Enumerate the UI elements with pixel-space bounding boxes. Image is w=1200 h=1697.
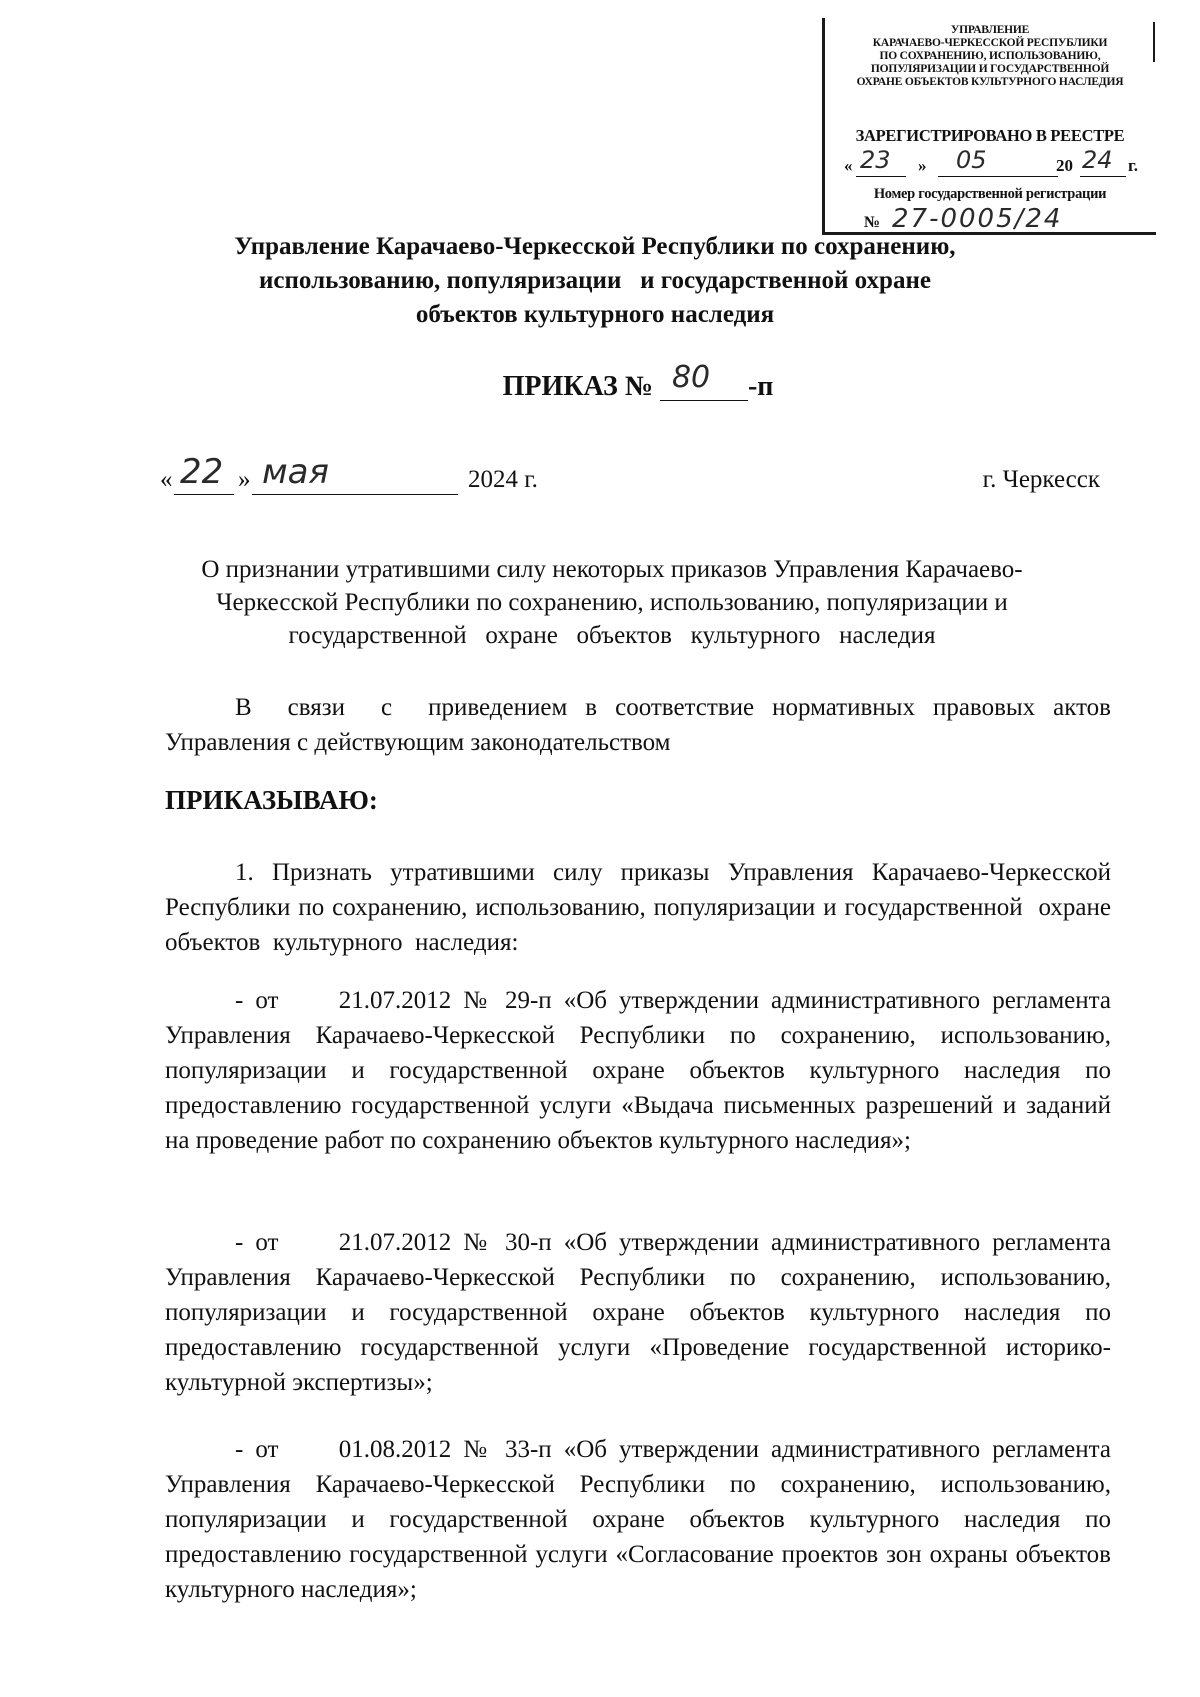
date-close-quote: » <box>238 466 251 493</box>
stamp-border-right <box>1153 22 1155 62</box>
org-line: объектов культурного наследия <box>415 301 775 328</box>
order-number: 80 <box>671 360 711 395</box>
order-number-field <box>660 360 748 401</box>
registration-stamp <box>822 18 1156 234</box>
subject-line: Черкесской Республики по сохранению, использованию, популяризации и <box>216 589 1008 616</box>
order-subject <box>150 553 1074 652</box>
date-month: мая <box>262 452 329 492</box>
date-year: 2024 г. <box>468 466 538 493</box>
order-title <box>0 360 1200 403</box>
date-day: 22 <box>180 452 224 492</box>
stamp-number-prefix: № <box>864 214 881 231</box>
subject-line: О признании утратившими силу некоторых приказов Управления Карачаево- <box>201 556 1023 583</box>
stamp-header-line: ОХРАНЕ ОБЪЕКТОВ КУЛЬТУРНОГО НАСЛЕДИЯ <box>856 76 1124 88</box>
preamble-paragraph: В связи с приведением в соответствие нормативных правовых актов Управления с действующим законодательством <box>165 694 1118 756</box>
list-item: - от 01.08.2012 № 33-п «Об утверждении административного регламента Управления Карачаево-Черкесской Республики по сохранению, использованию, популяризации и государственной охране объектов культурного наследия по предоставлению государственной услуги «Согласование проектов зон охраны объектов культурного наследия»; <box>165 1436 1124 1603</box>
stamp-header <box>832 24 1148 89</box>
orders-label: ПРИКАЗЫВАЮ: <box>165 785 378 815</box>
order-label: ПРИКАЗ № <box>502 371 653 402</box>
stamp-number-value: 27-0005/24 <box>892 204 1063 234</box>
list-item: - от 21.07.2012 № 30-п «Об утверждении административного регламента Управления Карачаево-Черкесской Республики по сохранению, использованию, популяризации и государственной охране объектов культурного наследия по предоставлению государственной услуги «Проведение государственной историко-культурной экспертизы»; <box>165 1229 1124 1396</box>
date-city: г. Черкесск <box>982 466 1100 493</box>
org-line: использованию, популяризации и государственной охране <box>259 267 931 294</box>
stamp-header-line: ПО СОХРАНЕНИЮ, ИСПОЛЬЗОВАНИЮ, <box>879 50 1101 62</box>
stamp-date <box>834 146 1150 182</box>
stamp-header-line: ПОПУЛЯРИЗАЦИИ И ГОСУДАРСТВЕННОЙ <box>870 63 1110 75</box>
stamp-date-year-mark: г. <box>1128 156 1139 175</box>
subject-line: государственной охране объектов культурного наследия <box>288 622 936 649</box>
stamp-number-label: Номер государственной регистрации <box>873 186 1107 202</box>
stamp-date-year-prefix: 20 <box>1056 156 1073 175</box>
stamp-registered-label: ЗАРЕГИСТРИРОВАНО В РЕЕСТРЕ <box>855 126 1125 145</box>
order-suffix: -п <box>747 371 774 402</box>
date-line <box>160 452 1100 500</box>
org-line: Управление Карачаево-Черкесской Республики по сохранению, <box>234 233 956 260</box>
item-1-paragraph: 1. Признать утратившими силу приказы Управления Карачаево-Черкесской Республики по сохранению, использованию, популяризации и государственной охране объектов культурного наследия: <box>165 859 1124 956</box>
date-open-quote: « <box>160 466 173 493</box>
stamp-border-left <box>822 18 825 232</box>
stamp-header-line: КАРАЧАЕВО-ЧЕРКЕССКОЙ РЕСПУБЛИКИ <box>872 37 1108 49</box>
stamp-date-month: 05 <box>956 146 987 174</box>
list-item: - от 21.07.2012 № 29-п «Об утверждении административного регламента Управления Карачаево-Черкесской Республики по сохранению, использованию, популяризации и государственной охране объектов культурного наследия по предоставлению государственной услуги «Выдача письменных разрешений и заданий на проведение работ по сохранению объектов культурного наследия»; <box>165 987 1124 1154</box>
stamp-header-line: УПРАВЛЕНИЕ <box>950 24 1030 36</box>
organization-header <box>150 230 1040 332</box>
stamp-date-close-quote: » <box>918 156 927 175</box>
stamp-date-year-suffix: 24 <box>1082 146 1113 174</box>
stamp-date-day: 23 <box>860 146 891 174</box>
stamp-date-open-quote: « <box>844 156 853 175</box>
